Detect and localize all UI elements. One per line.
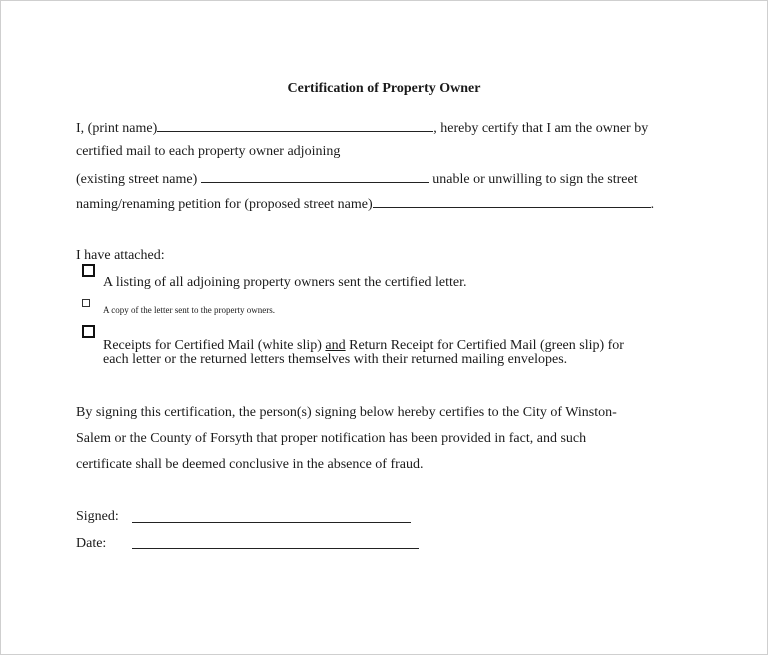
attachment-checkbox-3[interactable] (82, 325, 95, 338)
certification-line-1: By signing this certification, the person(s) signing below hereby certifies to the City of Winston- (76, 405, 617, 420)
intro-line-1-suffix: , hereby certify that I am the owner by (433, 121, 649, 136)
intro-line-4 (76, 195, 654, 213)
attachment-item-3-text-a: Receipts for Certified Mail (white slip) (103, 338, 326, 353)
print-name-label: I, (print name) (76, 121, 158, 136)
certification-line-3: certificate shall be deemed conclusive in the absence of fraud. (76, 457, 424, 472)
print-name-field[interactable] (157, 119, 433, 132)
existing-street-field[interactable] (201, 170, 429, 183)
attachment-checkbox-1[interactable] (82, 264, 95, 277)
attachment-item-3-underlined: and (325, 338, 346, 353)
date-field[interactable] (132, 548, 419, 549)
attachment-item-1-label: A listing of all adjoining property owners sent the certified letter. (103, 275, 467, 290)
intro-line-4-suffix: . (650, 197, 655, 212)
intro-line-3-suffix: unable or unwilling to sign the street (432, 172, 638, 187)
intro-line-2: certified mail to each property owner adjoining (76, 144, 341, 159)
intro-line-3 (76, 170, 638, 188)
attachment-item-3-text-b: Return Receipt for Certified Mail (green slip) for (345, 338, 624, 353)
signed-label: Signed: (76, 509, 119, 524)
proposed-street-label: naming/renaming petition for (proposed street name) (76, 197, 373, 212)
attachment-item-3-label-line-1 (103, 339, 624, 353)
attachment-item-2-label: A copy of the letter sent to the property owners. (103, 305, 275, 315)
attachment-item-3-label-line-2: each letter or the returned letters themselves with their returned mailing envelopes. (103, 352, 568, 367)
proposed-street-field[interactable] (373, 195, 651, 208)
attachment-checkbox-2[interactable] (82, 299, 90, 307)
attached-heading: I have attached: (76, 248, 165, 263)
date-label: Date: (76, 536, 107, 551)
signature-field[interactable] (132, 522, 411, 523)
document-title: Certification of Property Owner (287, 81, 481, 96)
existing-street-label: (existing street name) (76, 172, 198, 187)
certification-line-2: Salem or the County of Forsyth that proper notification has been provided in fact, and such (76, 431, 587, 446)
intro-line-1 (76, 119, 648, 137)
